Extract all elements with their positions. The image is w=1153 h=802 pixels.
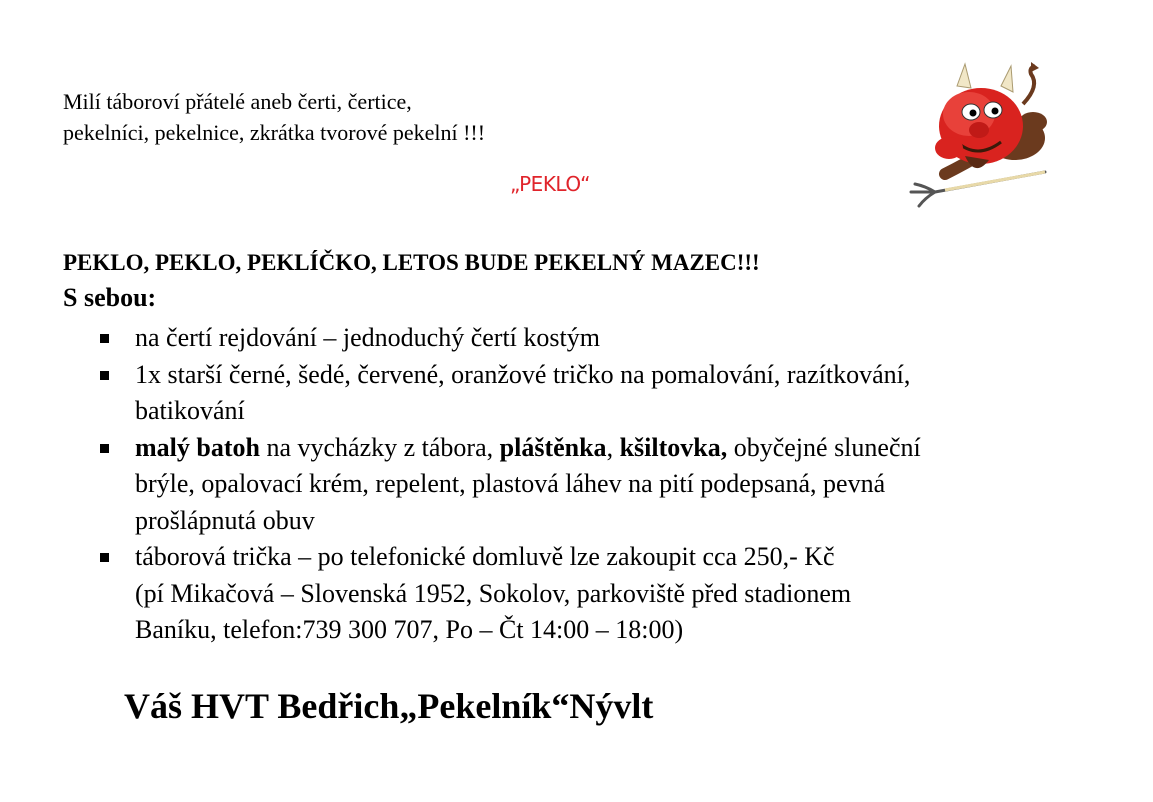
bullet-icon xyxy=(100,334,109,343)
text: na vycházky z tábora, xyxy=(259,432,500,462)
packing-heading: S sebou: xyxy=(63,283,157,312)
bold-text: malý batoh xyxy=(135,432,260,462)
greeting-line-2: pekelníci, pekelnice, zkrátka tvorové pekelní !!! xyxy=(63,120,486,145)
list-item xyxy=(100,357,1110,430)
list-item-line: na čertí rejdování – jednoduchý čertí kostým xyxy=(135,323,600,352)
slogan: PEKLO, PEKLO, PEKLÍČKO, LETOS BUDE PEKELNÝ MAZEC!!! xyxy=(63,250,760,275)
list-item-line: Baníku, telefon:739 300 707, Po – Čt 14:00 – 18:00) xyxy=(135,615,684,644)
list-item-line: 1x starší černé, šedé, červené, oranžové tričko na pomalování, razítkování, xyxy=(135,359,911,389)
bullet-icon xyxy=(100,444,109,453)
bold-text: pláštěnka xyxy=(499,432,607,462)
bullet-icon xyxy=(100,371,109,380)
text: , xyxy=(606,432,620,462)
bold-text: kšiltovka, xyxy=(619,432,728,462)
list-item xyxy=(100,320,1110,357)
list-item-line: táborová trička – po telefonické domluvě lze zakoupit cca 250,- Kč xyxy=(135,542,835,571)
text: obyčejné sluneční xyxy=(727,432,921,462)
list-item xyxy=(100,430,1110,540)
greeting-line-1: Milí táboroví přátelé aneb čerti, čertice, xyxy=(63,89,412,114)
list-item-line xyxy=(135,430,1110,467)
packing-list xyxy=(100,320,1110,649)
signature: Váš HVT Bedřich„Pekelník“Nývlt xyxy=(124,686,654,726)
list-item-line: brýle, opalovací krém, repelent, plastová láhev na pití podepsaná, pevná xyxy=(135,469,886,498)
list-item-line: (pí Mikačová – Slovenská 1952, Sokolov, parkoviště před stadionem xyxy=(135,578,852,608)
page-title: „PEKLO“ xyxy=(509,172,591,196)
bullet-icon xyxy=(100,553,109,562)
devil-mascot-icon xyxy=(905,56,1065,214)
greeting xyxy=(63,86,485,148)
list-item xyxy=(100,539,1110,649)
list-item-line: batikování xyxy=(135,396,245,425)
list-item-line: prošlápnutá obuv xyxy=(135,505,315,535)
